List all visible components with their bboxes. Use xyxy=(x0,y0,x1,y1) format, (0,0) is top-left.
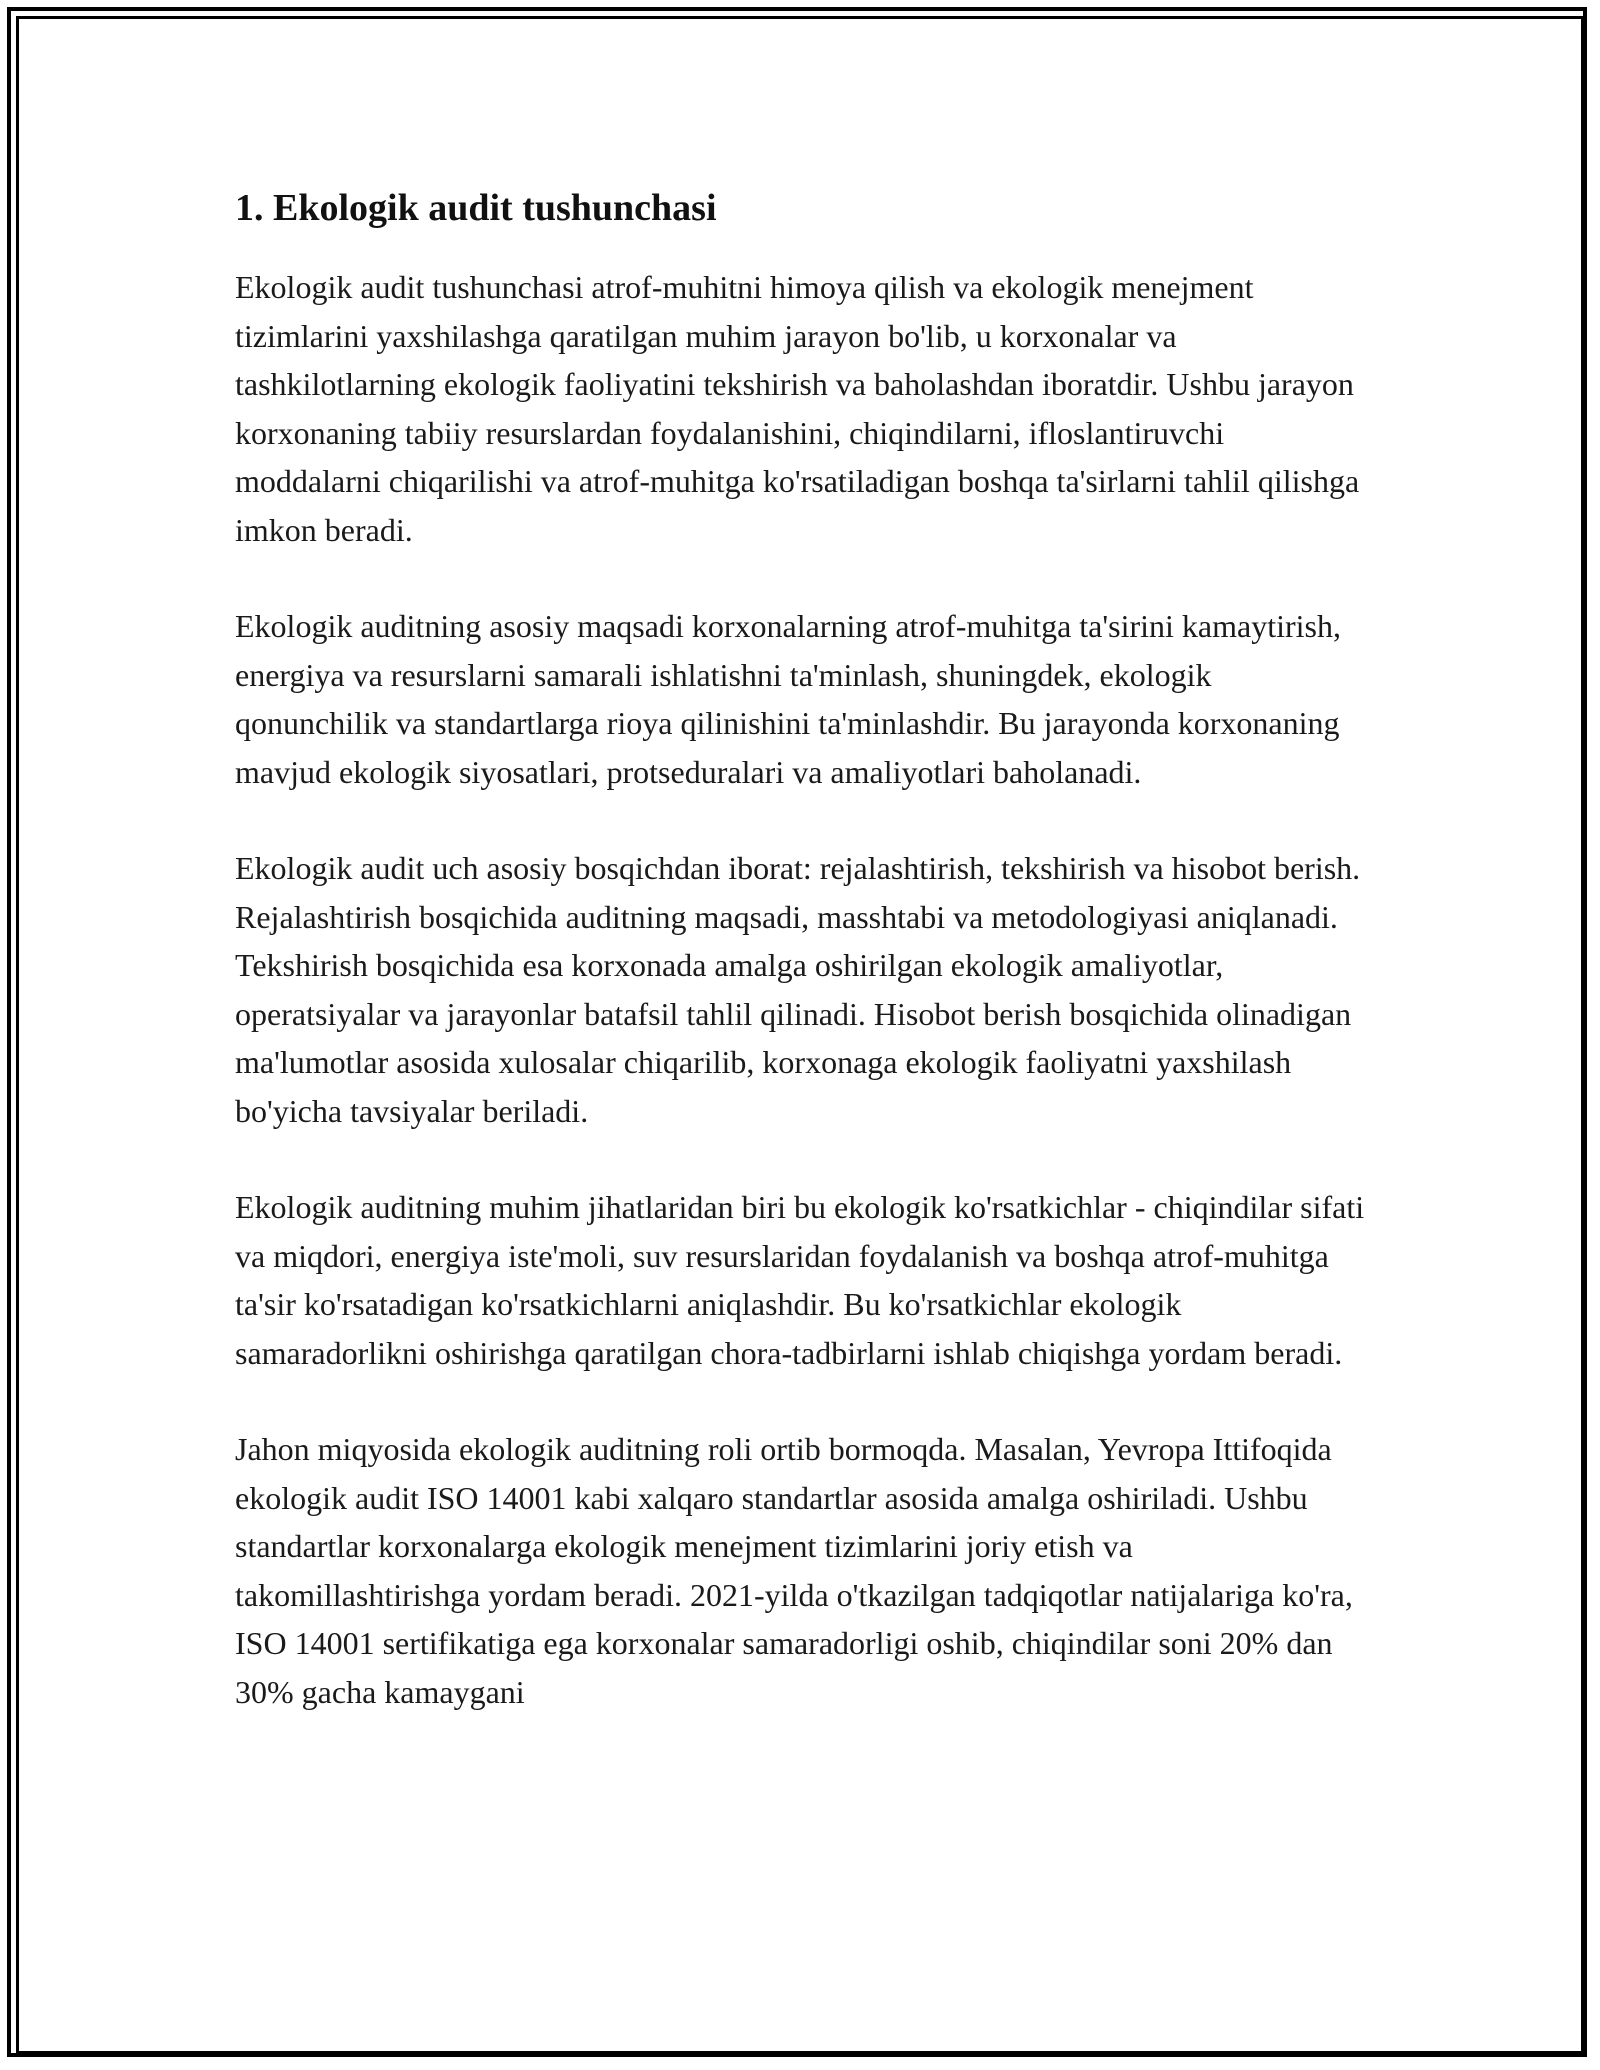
paragraph-3: Ekologik audit uch asosiy bosqichdan iborat: rejalashtirish, tekshirish va hisobot berish. Rejalashtirish bosqichida auditning maqsadi, masshtabi va metodologiyasi aniqlanadi. Tekshirish bosqichida esa korxonada amalga oshirilgan ekologik amaliyotlar, operatsiyalar va jarayonlar batafsil tahlil qilinadi. Hisobot berish bosqichida olinadigan ma'lumotlar asosida xulosalar chiqarilib, korxonaga ekologik faoliyatni yaxshilash bo'yicha tavsiyalar beriladi. xyxy=(235,850,1361,1129)
document-body xyxy=(235,185,1370,1764)
section-heading: 1. Ekologik audit tushunchasi xyxy=(235,187,717,229)
paragraph-5: Jahon miqyosida ekologik auditning roli ortib bormoqda. Masalan, Yevropa Ittifoqida ekologik audit ISO 14001 kabi xalqaro standartlar asosida amalga oshiriladi. Ushbu standartlar korxonalarga ekologik menejment tizimlarini joriy etish va takomillashtirishga yordam beradi. 2021-yilda o'tkazilgan tadqiqotlar natijalariga ko'ra, ISO 14001 sertifikatiga ega korxonalar samaradorligi oshib, chiqindilar soni 20% dan 30% gacha kamaygani xyxy=(235,1431,1353,1710)
paragraph-4: Ekologik auditning muhim jihatlaridan biri bu ekologik ko'rsatkichlar - chiqindilar sifati va miqdori, energiya iste'moli, suv resurslaridan foydalanish va boshqa atrof-muhitga ta'sir ko'rsatadigan ko'rsatkichlarni aniqlashdir. Bu ko'rsatkichlar ekologik samaradorlikni oshirishga qaratilgan chora-tadbirlarni ishlab chiqishga yordam beradi. xyxy=(235,1189,1365,1371)
paragraph-2: Ekologik auditning asosiy maqsadi korxonalarning atrof-muhitga ta'sirini kamaytirish, energiya va resurslarni samarali ishlatishni ta'minlash, shuningdek, ekologik qonunchilik va standartlarga rioya qilinishini ta'minlashdir. Bu jarayonda korxonaning mavjud ekologik siyosatlari, protseduralari va amaliyotlari baholanadi. xyxy=(235,608,1341,790)
paragraph-1: Ekologik audit tushunchasi atrof-muhitni himoya qilish va ekologik menejment tizimlarini yaxshilashga qaratilgan muhim jarayon bo'lib, u korxonalar va tashkilotlarning ekologik faoliyatini tekshirish va baholashdan iboratdir. Ushbu jarayon korxonaning tabiiy resurslardan foydalanishini, chiqindilarni, ifloslantiruvchi moddalarni chiqarilishi va atrof-muhitga ko'rsatiladigan boshqa ta'sirlarni tahlil qilishga imkon beradi. xyxy=(235,269,1360,548)
